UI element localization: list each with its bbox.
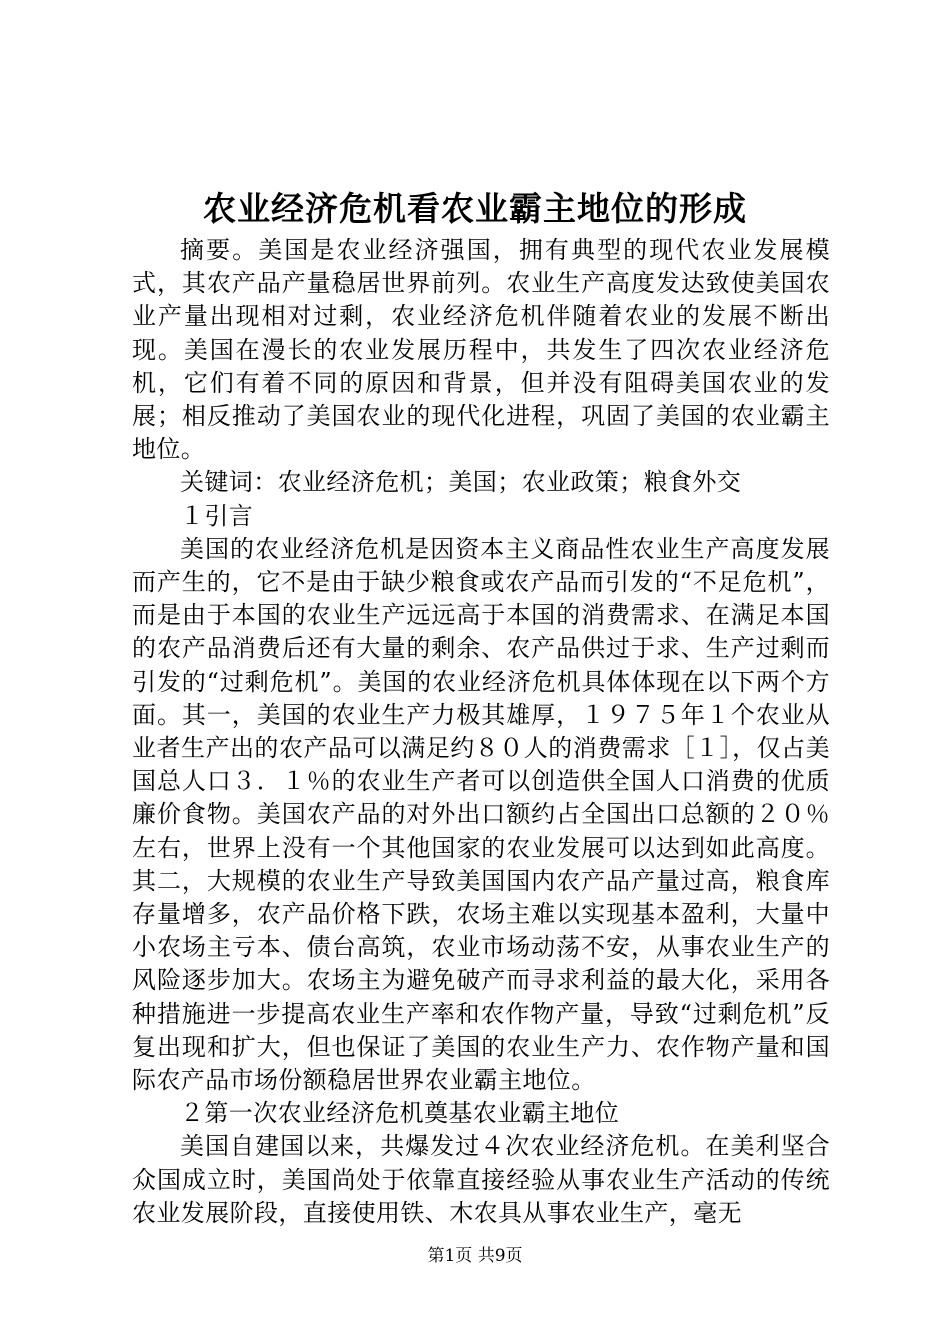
page-number: 第1页 共9页	[427, 1246, 523, 1266]
abstract-paragraph: 摘要。美国是农业经济强国，拥有典型的现代农业发展模式，其农产品产量稳居世界前列。农业生产高度发达致使美国农业产量出现相对过剩，农业经济危机伴随着农业的发展不断出现。美国在漫长的农业发展历程中，共发生了四次农业经济危机，它们有着不同的原因和背景，但并没有阻碍美国农业的发展；相反推动了美国农业的现代化进程，巩固了美国的农业霸主地位。	[132, 236, 830, 464]
section-heading-first-crisis: ２第一次农业经济危机奠基农业霸主地位	[180, 1099, 620, 1128]
keywords-paragraph: 关键词：农业经济危机；美国；农业政策；粮食外交	[180, 468, 742, 497]
first-crisis-paragraph: 美国自建国以来，共爆发过４次农业经济危机。在美利坚合众国成立时，美国尚处于依靠直接经验从事农业生产活动的传统农业发展阶段，直接使用铁、木农具从事农业生产，毫无	[132, 1132, 830, 1227]
document-body	[132, 234, 830, 1230]
introduction-paragraph: 美国的农业经济危机是因资本主义商品性农业生产高度发展而产生的，它不是由于缺少粮食或农产品而引发的“不足危机”，而是由于本国的农业生产远远高于本国的消费需求、在满足本国的农产品消费后还有大量的剩余、农产品供过于求、生产过剩而引发的“过剩危机”。美国的农业经济危机具体体现在以下两个方面。其一，美国的农业生产力极其雄厚，１９７５年１个农业从业者生产出的农产品可以满足约８０人的消费需求［１］，仅占美国总人口３．１％的农业生产者可以创造供全国人口消费的优质廉价食物。美国农产品的对外出口额约占全国出口总额的２０％左右，世界上没有一个其他国家的农业发展可以达到如此高度。其二，大规模的农业生产导致美国国内农产品产量过高，粮食库存量增多，农产品价格下跌，农场主难以实现基本盈利，大量中小农场主亏本、债台高筑，农业市场动荡不安，从事农业生产的风险逐步加大。农场主为避免破产而寻求利益的最大化，采用各种措施进一步提高农业生产率和农作物产量，导致“过剩危机”反复出现和扩大，但也保证了美国的农业生产力、农作物产量和国际农产品市场份额稳居世界农业霸主地位。	[132, 534, 830, 1095]
section-heading-introduction: １引言	[180, 501, 254, 530]
page-title: 农业经济危机看农业霸主地位的形成	[203, 189, 747, 228]
